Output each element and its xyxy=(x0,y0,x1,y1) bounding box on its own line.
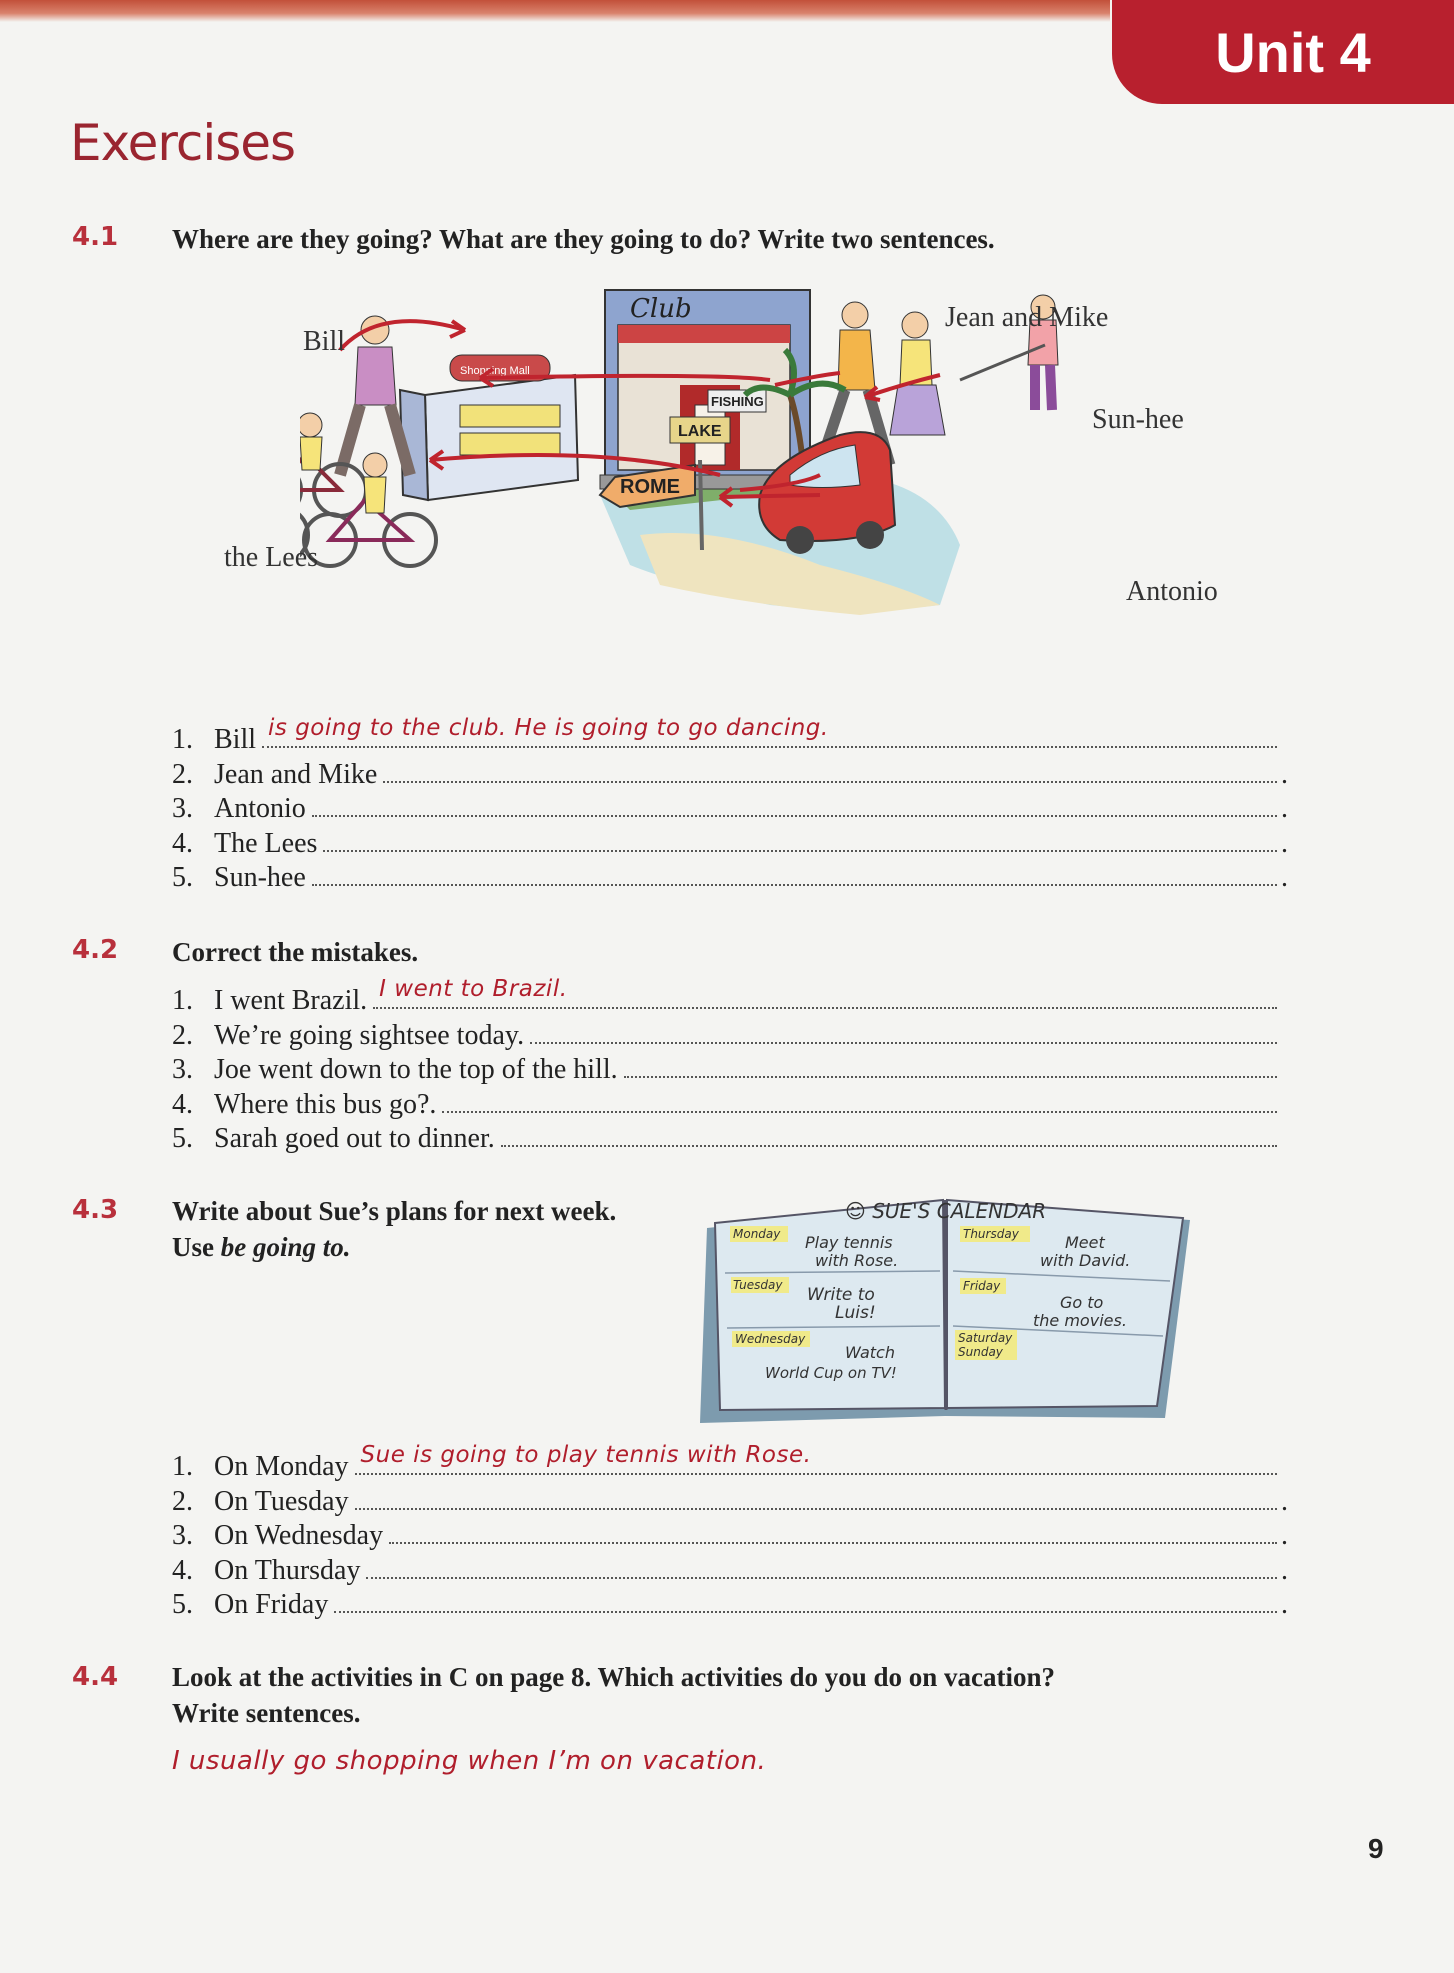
calendar-title: ☺ SUE'S CALENDAR xyxy=(845,1199,1047,1223)
instruction-prefix: Use xyxy=(172,1232,214,1262)
exercise-instruction-4-3 xyxy=(172,1193,616,1265)
item-answer: Sue is going to play tennis with Rose. xyxy=(360,1442,812,1469)
answer-line[interactable] xyxy=(172,715,1289,758)
calendar-note: with Rose. xyxy=(815,1251,899,1270)
calendar-day-friday: Friday xyxy=(963,1279,1001,1293)
item-prompt: I went Brazil. xyxy=(214,985,368,1016)
calendar-note: Play tennis xyxy=(805,1233,893,1252)
item-prompt: Where this bus go?. xyxy=(214,1088,437,1120)
instruction-line xyxy=(172,1229,616,1265)
page-title: Exercises xyxy=(70,114,296,172)
item-answer: I went to Brazil. xyxy=(379,976,568,1003)
exercise-instruction-4-1: Where are they going? What are they going to do? Write two sentences. xyxy=(172,224,995,254)
exercise-instruction-4-2: Correct the mistakes. xyxy=(172,937,419,967)
calendar-day-sunday: Sunday xyxy=(958,1345,1003,1359)
answer-line[interactable]: 5. Sun-hee . xyxy=(172,861,1289,896)
example-answer: I usually go shopping when I’m on vacation. xyxy=(172,1746,767,1776)
exercise-4-3-answer-lines xyxy=(172,1442,1289,1623)
item-number: 4. xyxy=(172,827,193,859)
item-number: 4. xyxy=(172,1554,193,1586)
item-number: 3. xyxy=(172,793,193,825)
answer-line[interactable]: 4. On Thursday . xyxy=(172,1554,1289,1589)
calendar-note: the movies. xyxy=(1033,1311,1127,1330)
calendar-day-thursday: Thursday xyxy=(963,1227,1019,1241)
answer-line[interactable]: 2. On Tuesday . xyxy=(172,1485,1289,1520)
calendar-note: with David. xyxy=(1040,1251,1131,1270)
item-answer: is going to the club. He is going to go dancing. xyxy=(268,715,829,742)
item-prompt: Antonio xyxy=(214,793,306,825)
answer-line[interactable]: 3. On Wednesday . xyxy=(172,1519,1289,1554)
item-number: 5. xyxy=(172,862,193,894)
top-color-band xyxy=(0,0,1110,22)
item-prompt: The Lees xyxy=(214,827,318,859)
item-number: 2. xyxy=(172,758,193,790)
calendar-day-tuesday: Tuesday xyxy=(733,1278,783,1292)
rome-sign: ROME xyxy=(620,476,680,498)
calendar-note: Watch xyxy=(845,1343,895,1362)
answer-line[interactable] xyxy=(172,976,1289,1019)
exercise-4-1-answer-lines xyxy=(172,715,1289,896)
answer-line[interactable] xyxy=(172,1122,1289,1157)
item-prompt: Bill xyxy=(214,724,257,755)
item-prompt: Joe went down to the top of the hill. xyxy=(214,1054,618,1086)
item-prompt: On Monday xyxy=(214,1451,349,1482)
exercise-number-4-4: 4.4 xyxy=(72,1662,119,1692)
label-the-lees: the Lees xyxy=(224,542,319,573)
calendar-note: Luis! xyxy=(835,1303,876,1323)
exercise-4-2-answer-lines xyxy=(172,976,1289,1157)
exercise-number-4-1: 4.1 xyxy=(72,222,119,252)
instruction-line: Write sentences. xyxy=(172,1698,361,1728)
calendar-note: World Cup on TV! xyxy=(765,1364,897,1382)
item-prompt: Sarah goed out to dinner. xyxy=(214,1123,495,1155)
item-number: 2. xyxy=(172,1485,193,1517)
item-number: 1. xyxy=(172,1451,193,1482)
instruction-line: Write about Sue’s plans for next week. xyxy=(172,1196,617,1226)
mall-sign: Shopping Mall xyxy=(460,365,530,377)
answer-line[interactable]: 4. The Lees . xyxy=(172,827,1289,862)
answer-line[interactable] xyxy=(172,1088,1289,1123)
answer-line[interactable]: 2. Jean and Mike . xyxy=(172,758,1289,793)
item-number: 3. xyxy=(172,1520,193,1552)
item-number: 5. xyxy=(172,1589,193,1621)
item-prompt: On Wednesday xyxy=(214,1520,384,1552)
label-antonio: Antonio xyxy=(1126,576,1218,607)
label-bill: Bill xyxy=(303,326,346,357)
item-prompt: We’re going sightsee today. xyxy=(214,1019,525,1051)
instruction-emphasis: be going to. xyxy=(220,1232,351,1262)
sues-calendar-illustration xyxy=(695,1188,1200,1433)
item-prompt: Jean and Mike xyxy=(214,758,378,790)
item-prompt: On Tuesday xyxy=(214,1485,349,1517)
item-number: 1. xyxy=(172,985,193,1016)
answer-line[interactable]: 5. On Friday . xyxy=(172,1588,1289,1623)
label-sun-hee: Sun-hee xyxy=(1092,404,1184,435)
label-jean-and-mike: Jean and Mike xyxy=(945,302,1109,333)
club-sign: Club xyxy=(630,294,692,324)
item-number: 3. xyxy=(172,1054,193,1086)
unit-label: Unit 4 xyxy=(1215,20,1371,84)
answer-line[interactable]: 3. Antonio . xyxy=(172,792,1289,827)
calendar-day-monday: Monday xyxy=(733,1227,781,1241)
answer-line[interactable] xyxy=(172,1019,1289,1054)
answer-line[interactable] xyxy=(172,1442,1289,1485)
lake-sign: LAKE xyxy=(678,423,722,440)
fishing-sign: FISHING xyxy=(711,394,764,409)
item-number: 1. xyxy=(172,724,193,755)
calendar-note: Write to xyxy=(807,1285,875,1305)
calendar-note: Meet xyxy=(1065,1233,1105,1252)
item-prompt: On Friday xyxy=(214,1589,329,1621)
calendar-day-saturday: Saturday xyxy=(958,1331,1013,1345)
page-number: 9 xyxy=(1368,1833,1384,1864)
item-prompt: On Thursday xyxy=(214,1554,361,1586)
item-number: 4. xyxy=(172,1088,193,1120)
exercise-instruction-4-4 xyxy=(172,1659,1055,1731)
item-number: 5. xyxy=(172,1123,193,1155)
calendar-note: Go to xyxy=(1060,1293,1104,1312)
calendar-day-wednesday: Wednesday xyxy=(735,1332,806,1346)
answer-line[interactable] xyxy=(172,1053,1289,1088)
item-number: 2. xyxy=(172,1019,193,1051)
illustration-trip-scene xyxy=(300,285,1120,695)
item-prompt: Sun-hee xyxy=(214,862,306,894)
instruction-line: Look at the activities in C on page 8. Which activities do you do on vacation? xyxy=(172,1662,1056,1692)
exercise-number-4-3: 4.3 xyxy=(72,1195,119,1225)
exercise-number-4-2: 4.2 xyxy=(72,935,119,965)
unit-tab xyxy=(1112,0,1454,104)
